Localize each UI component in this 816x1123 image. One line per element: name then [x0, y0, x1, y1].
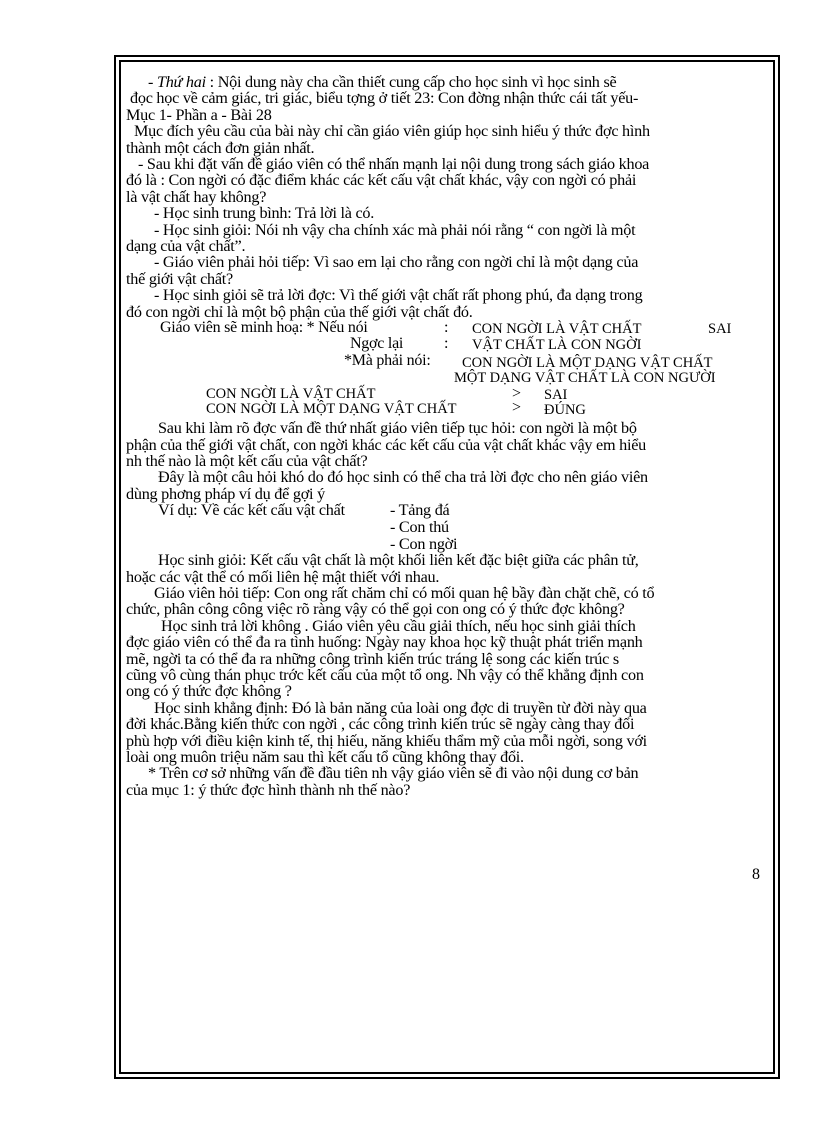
paragraph-line: Giáo viên hỏi tiếp: Con ong rất chăm chỉ có mối quan hệ bầy đàn chặt chẽ, có tổ — [154, 583, 655, 602]
example-item: - Con thú — [390, 518, 449, 537]
paragraph-line: nh thế nào là một kết cấu của vật chất? — [126, 451, 368, 470]
schema-compare-left: CON NGỜI LÀ VẬT CHẤT — [206, 386, 376, 403]
example-item: - Con ngời — [390, 535, 458, 554]
paragraph-line: dùng phơng pháp ví dụ để gợi ý — [126, 484, 325, 503]
paragraph-line: - Học sinh giỏi: Nói nh vậy cha chính xác mà phải nói rằng “ con ngời là một — [154, 220, 636, 239]
schema-colon: : — [444, 319, 449, 337]
paragraph-line: Học sinh trả lời không . Giáo viên yêu cầu giải thích, nếu học sinh giải thích — [161, 616, 636, 635]
schema-statement: CON NGỜI LÀ MỘT DẠNG VẬT CHẤT — [462, 355, 713, 372]
paragraph-line: Mục 1- Phần a - Bài 28 — [126, 105, 272, 124]
schema-compare-left: CON NGỜI LÀ MỘT DẠNG VẬT CHẤT — [206, 401, 457, 418]
paragraph-line: Học sinh khẳng định: Đó là bản năng của loài ong đợc di truyền từ đời này qua — [154, 698, 647, 717]
example-item: - Tảng đá — [390, 501, 450, 520]
paragraph-line: mẽ, ngời ta có thể đa ra những công trình kiến trúc tráng lệ song các kiến trúc s — [126, 649, 619, 668]
paragraph-line: là vật chất hay không? — [126, 187, 267, 206]
example-list — [126, 502, 768, 552]
paragraph-line: - Học sinh trung bình: Trả lời là có. — [154, 204, 375, 223]
paragraph-line: của mục 1: ý thức đợc hình thành nh thế nào? — [126, 780, 411, 799]
paragraph-line: đời khác.Bằng kiến thức con ngời , các công trình kiến trúc sẽ ngày càng thay đổi — [126, 715, 635, 734]
schema-arrow: > — [512, 385, 521, 403]
paragraph-line: loài ong muôn triệu năm sau thì kết cấu tổ cũng không thay đổi. — [126, 748, 524, 766]
paragraph-line: Sau khi làm rõ đợc vấn đề thứ nhất giáo viên tiếp tục hỏi: con ngời là một bộ — [158, 419, 637, 438]
schema-statement: MỘT DẠNG VẬT CHẤT LÀ CON NGƯỜI — [454, 370, 716, 387]
paragraph-line: - Học sinh giỏi sẽ trả lời đợc: Vì thế giới vật chất rất phong phú, đa dạng trong — [154, 286, 643, 305]
page-number: 8 — [752, 866, 760, 883]
italic-term: Thứ hai — [156, 73, 206, 91]
schema-result: SAI — [544, 387, 568, 404]
paragraph-line: * Trên cơ sở những vấn đề đầu tiên nh vậy giáo viên sẽ đi vào nội dung cơ bản — [148, 764, 639, 783]
paragraph-line: dạng của vật chất”. — [126, 237, 246, 256]
paragraph-line: hoặc các vật thể có mối liên hệ mật thiết với nhau. — [126, 567, 440, 586]
paragraph-line: đợc giáo viên có thể đa ra tình huống: Ngày nay khoa học kỹ thuật phát triển mạnh — [126, 633, 643, 652]
schema-label: Ngợc lại — [350, 335, 404, 353]
paragraph-line: - Thứ hai : Nội dung này cha cần thiết cung cấp cho học sinh vì học sinh sẽ — [148, 73, 617, 91]
example-label: Ví dụ: Về các kết cấu vật chất — [158, 501, 345, 520]
paragraph-line: - Giáo viên phải hỏi tiếp: Vì sao em lại cho rằng con ngời chỉ là một dạng của — [154, 253, 639, 272]
paragraph-line: đọc học về cảm giác, tri giác, biểu tợng ở tiết 23: Con đờng nhận thức cái tất yếu- — [130, 89, 639, 108]
schema-verdict: SAI — [708, 321, 732, 338]
document-body — [126, 74, 768, 798]
schema-statement: VẬT CHẤT LÀ CON NGỜI — [472, 337, 642, 354]
paragraph-line: thành một cách đơn giản nhất. — [126, 138, 315, 157]
schema-result: ĐÚNG — [544, 402, 586, 419]
paragraph-line: ong có ý thức đợc không ? — [126, 682, 292, 701]
schema-intro: Giáo viên sẽ minh hoạ: * Nếu nói — [160, 319, 368, 337]
schema-colon: : — [444, 335, 449, 353]
paragraph-line: phù hợp với điều kiện kinh tế, thị hiếu, năng khiếu thẩm mỹ của mỗi ngời, song với — [126, 731, 647, 750]
paragraph-line: đó là : Con ngời có đặc điểm khác các kết cấu vật chất khác, vậy con ngời có phải — [126, 171, 637, 190]
paragraph-line: phận của thế giới vật chất, con ngời khác các kết cấu của vật chất khác vậy em hiểu — [126, 435, 646, 454]
paragraph-line: - Sau khi đặt vấn đề giáo viên có thể nhấn mạnh lại nội dung trong sách giáo khoa — [138, 155, 650, 174]
schema-label: *Mà phải nói: — [344, 352, 431, 370]
paragraph-line: thế giới vật chất? — [126, 269, 233, 288]
schema-statement: CON NGỜI LÀ VẬT CHẤT — [472, 321, 642, 338]
paragraph-line: chức, phân công công việc rõ ràng vậy có thể gọi con ong có ý thức đợc không? — [126, 600, 625, 619]
schema-arrow: > — [512, 399, 521, 417]
paragraph-line: Học sinh giỏi: Kết cấu vật chất là một khối liên kết đặc biệt giữa các phân tử, — [158, 551, 639, 570]
illustration-schema — [126, 320, 768, 420]
paragraph-line: cũng vô cùng thán phục trớc kết cấu của một tổ ong. Nh vậy có thể khẳng định con — [126, 665, 644, 684]
paragraph-line: Mục đích yêu cầu của bài này chỉ cần giáo viên giúp học sinh hiểu ý thức đợc hình — [134, 122, 650, 141]
paragraph-line: đó con ngời chỉ là một bộ phận của thế giới vật chất đó. — [126, 302, 473, 321]
paragraph-line: Đây là một câu hỏi khó do đó học sinh có thể cha trả lời đợc cho nên giáo viên — [158, 468, 648, 487]
